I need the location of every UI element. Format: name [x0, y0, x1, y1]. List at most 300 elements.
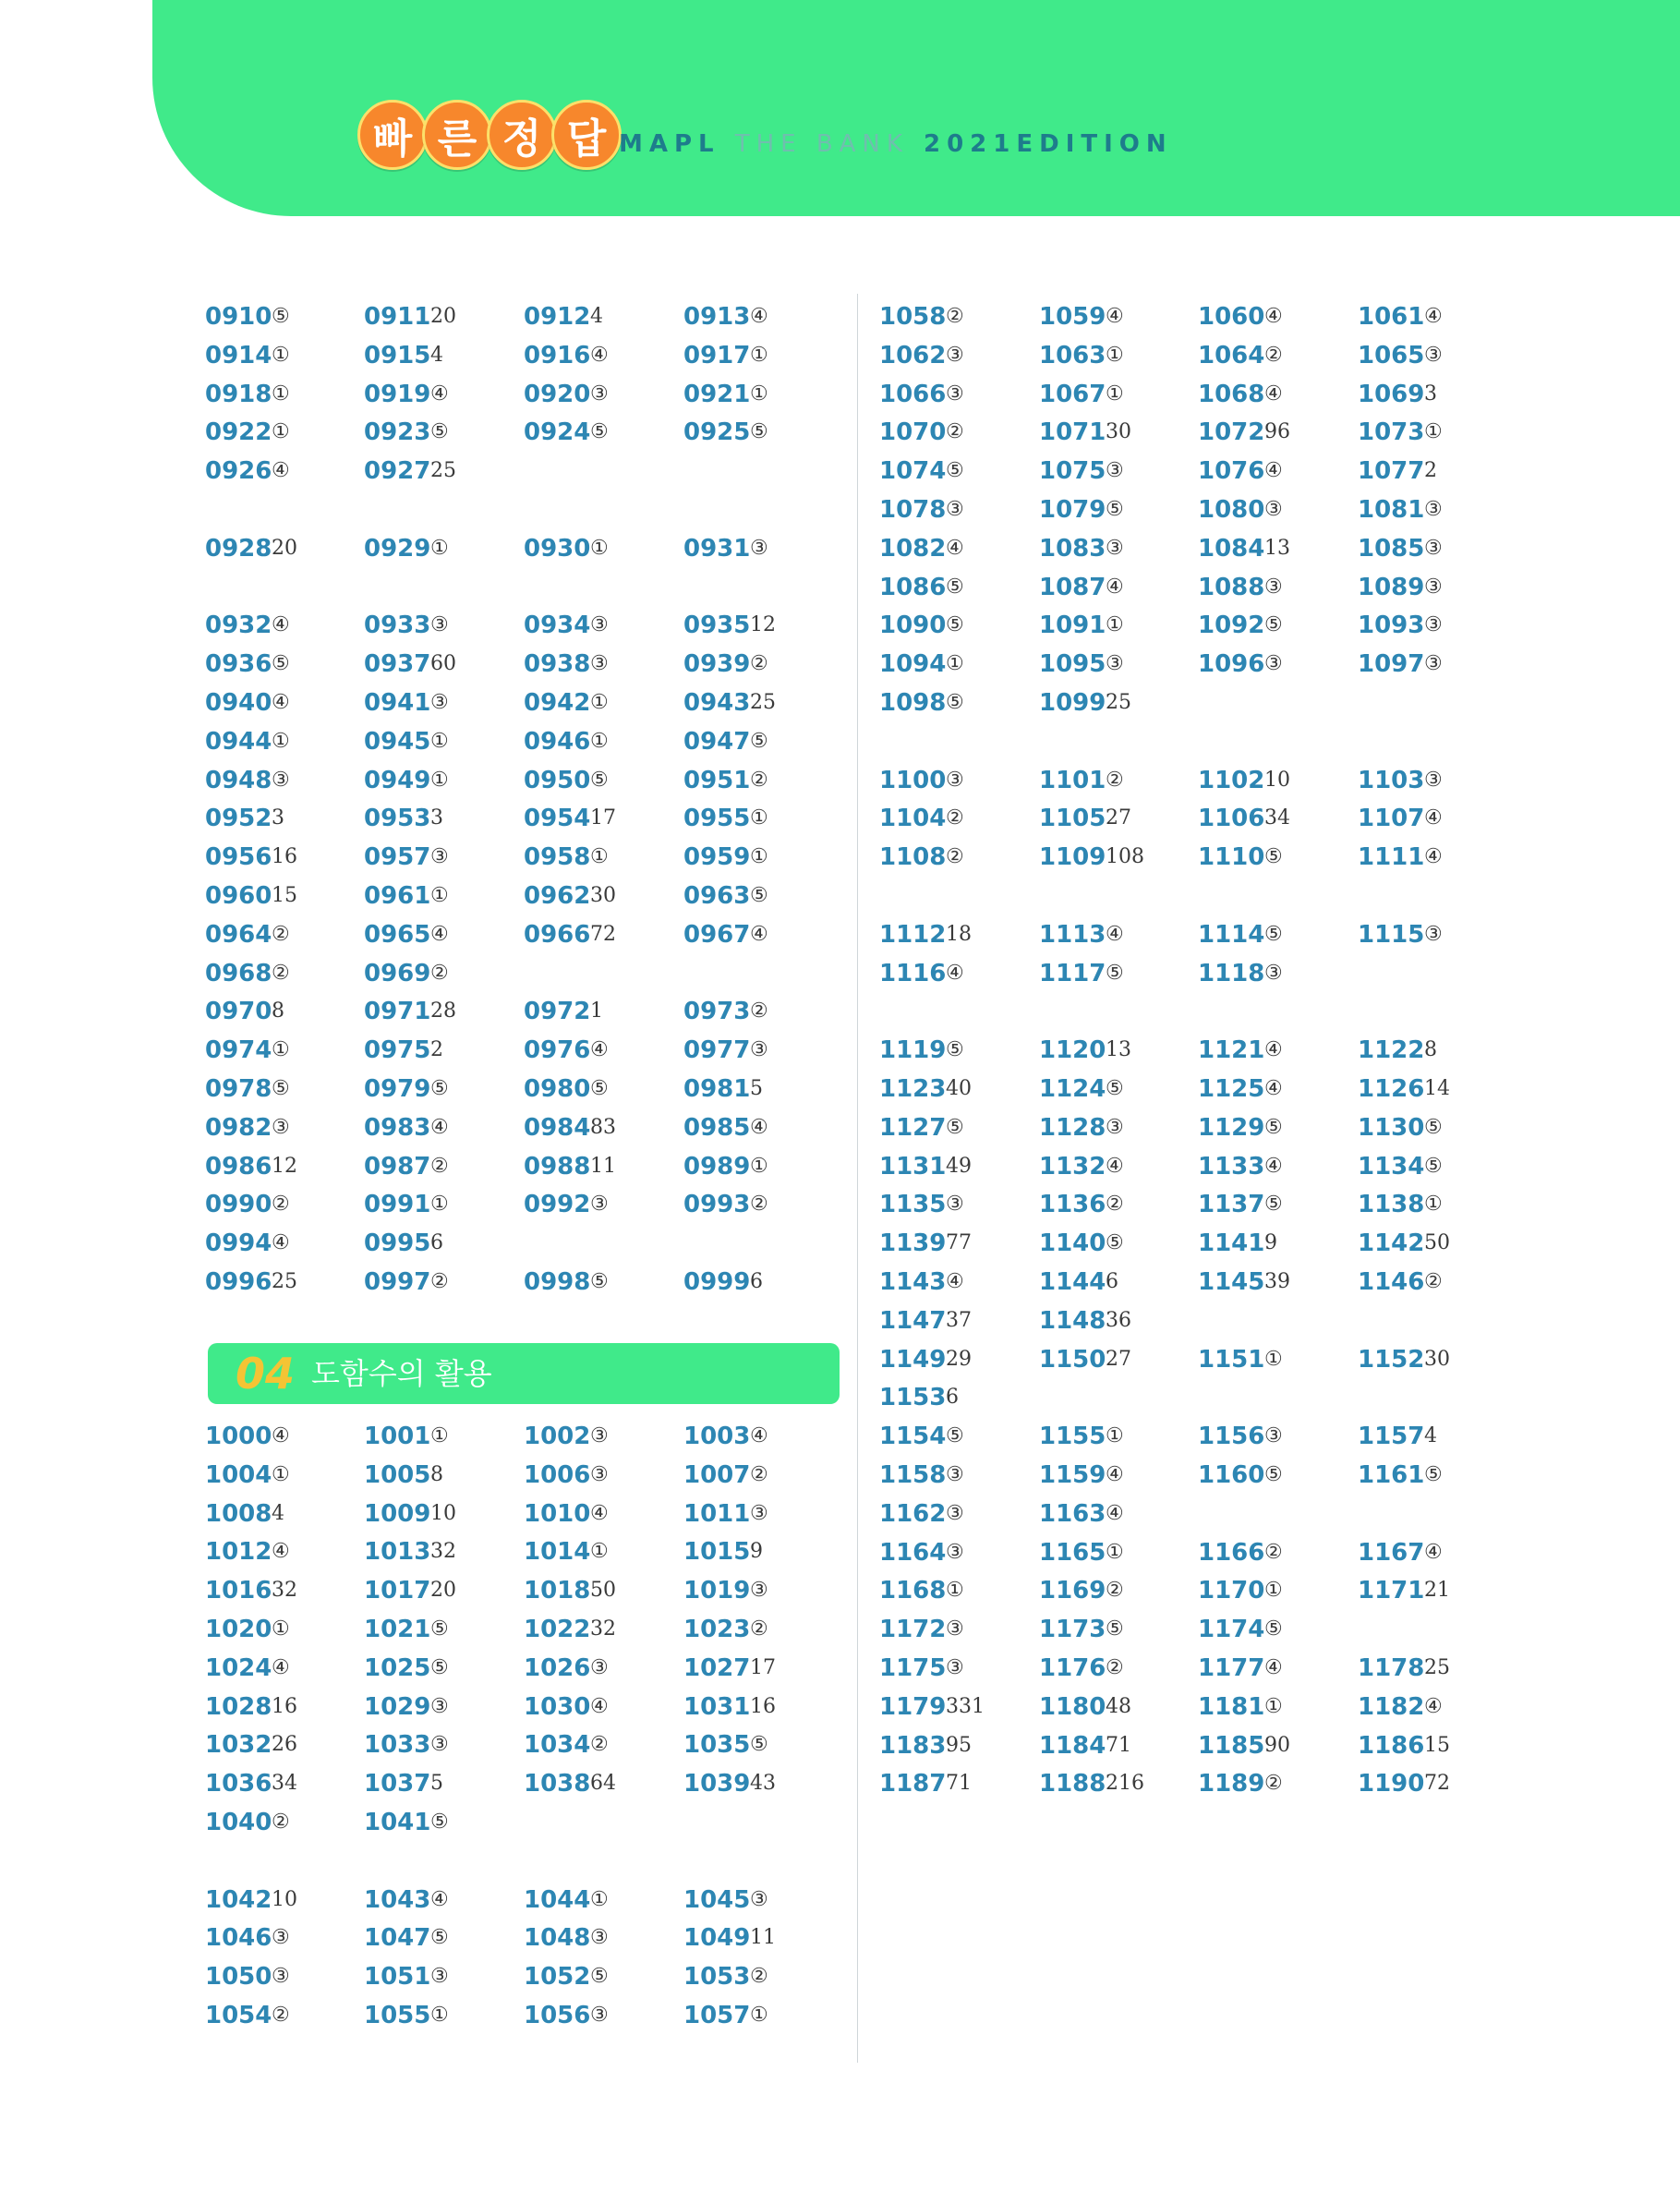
answer-entry: [364, 1071, 449, 1108]
problem-number: 0927: [364, 457, 431, 486]
answer-entry: [879, 414, 964, 451]
problem-number: 1098: [879, 689, 947, 717]
answer-entry: [1039, 491, 1124, 528]
problem-number: 1119: [879, 1036, 947, 1065]
answer-value: 6: [1106, 1270, 1118, 1293]
problem-number: 1176: [1039, 1654, 1106, 1682]
answer-value: 6: [750, 1270, 763, 1293]
answer-value: 5: [750, 1077, 763, 1100]
answer-value: ③: [272, 1926, 290, 1950]
problem-number: 0968: [205, 959, 272, 987]
answer-entry: [1039, 530, 1124, 567]
answer-entry: [1358, 1457, 1443, 1494]
answer-entry: [1198, 1109, 1283, 1146]
answer-value: ③: [430, 691, 449, 714]
answer-entry: [1198, 1611, 1283, 1648]
answer-value: ⑤: [430, 1617, 449, 1641]
answer-value: 4: [272, 1501, 284, 1525]
answer-value: ③: [590, 613, 609, 637]
problem-number: 0997: [364, 1268, 431, 1296]
answer-entry: [683, 337, 768, 374]
answer-entry: [879, 1496, 964, 1532]
problem-number: 0981: [683, 1075, 751, 1103]
answer-value: ③: [1424, 343, 1443, 367]
answer-entry: [1198, 1264, 1290, 1301]
answer-value: ②: [1106, 1193, 1124, 1217]
problem-number: 0913: [683, 303, 751, 331]
answer-value: 10: [430, 1501, 456, 1525]
problem-number: 1081: [1358, 496, 1425, 524]
answer-value: ⑤: [1106, 961, 1124, 985]
answer-entry: [205, 993, 284, 1030]
problem-number: 1167: [1358, 1538, 1425, 1567]
answer-entry: [1198, 569, 1283, 606]
problem-number: 0959: [683, 843, 751, 872]
answer-value: ③: [1264, 652, 1283, 676]
answer-entry: [205, 1418, 290, 1455]
problem-number: 0949: [364, 766, 431, 794]
problem-number: 1015: [683, 1538, 751, 1567]
answer-value: ⑤: [430, 1655, 449, 1679]
answer-value: ④: [590, 1694, 609, 1718]
problem-number: 0918: [205, 380, 272, 408]
problem-number: 1142: [1358, 1229, 1425, 1258]
problem-number: 1121: [1198, 1036, 1265, 1065]
problem-number: 1101: [1039, 766, 1106, 794]
answer-value: 108: [1106, 845, 1144, 869]
answer-entry: [205, 955, 290, 992]
answer-value: 48: [1106, 1694, 1131, 1718]
answer-value: 8: [1424, 1038, 1437, 1062]
problem-number: 1069: [1358, 380, 1425, 408]
problem-number: 1156: [1198, 1423, 1265, 1451]
answer-value: 2: [430, 1038, 443, 1062]
answer-entry: [879, 491, 964, 528]
problem-number: 1166: [1198, 1538, 1265, 1567]
problem-number: 1158: [879, 1461, 947, 1489]
answer-value: ⑤: [430, 1077, 449, 1100]
answer-entry: [1039, 955, 1124, 992]
problem-number: 1186: [1358, 1731, 1425, 1760]
problem-number: 1146: [1358, 1268, 1425, 1296]
answer-value: 2: [1424, 459, 1437, 483]
brand-title: [619, 130, 1173, 158]
answer-value: ③: [1424, 922, 1443, 946]
answer-entry: [683, 1457, 768, 1494]
problem-number: 1071: [1039, 418, 1106, 447]
answer-entry: [205, 1496, 284, 1532]
problem-number: 1020: [205, 1616, 272, 1643]
answer-value: ④: [430, 1115, 449, 1139]
answer-value: ④: [1264, 381, 1283, 406]
answer-entry: [879, 1032, 964, 1069]
answer-entry: [879, 1109, 964, 1146]
answer-entry: [1358, 1148, 1443, 1185]
answer-entry: [683, 1186, 768, 1223]
answer-entry: [205, 916, 290, 953]
answer-entry: [683, 762, 768, 799]
answer-value: ③: [1424, 575, 1443, 599]
problem-number: 1068: [1198, 380, 1265, 408]
answer-entry: [879, 762, 964, 799]
answer-value: ⑤: [272, 652, 290, 676]
answer-value: 30: [1424, 1347, 1450, 1371]
answer-value: ⑤: [946, 1038, 964, 1062]
answer-value: 10: [272, 1887, 297, 1911]
problem-number: 0926: [205, 457, 272, 486]
answer-value: ③: [946, 1540, 964, 1564]
answer-value: ②: [430, 961, 449, 985]
problem-number: 1182: [1358, 1692, 1425, 1721]
answer-entry: [205, 1726, 297, 1763]
answer-value: 40: [946, 1077, 972, 1100]
answer-entry: [1198, 298, 1283, 335]
answer-value: 36: [1106, 1308, 1131, 1332]
answer-value: ④: [1424, 305, 1443, 328]
answer-value: 16: [272, 1694, 297, 1718]
answer-entry: [524, 1689, 609, 1726]
answer-entry: [364, 1650, 449, 1687]
answer-value: ①: [750, 845, 768, 869]
answer-value: ③: [590, 1462, 609, 1486]
problem-number: 1145: [1198, 1268, 1265, 1296]
problem-number: 1070: [879, 418, 947, 447]
problem-number: 1131: [879, 1152, 947, 1181]
answer-value: ③: [272, 1965, 290, 1989]
problem-number: 1057: [683, 2002, 751, 2029]
answer-entry: [683, 1533, 763, 1570]
answer-value: ④: [272, 613, 290, 637]
problem-number: 1014: [524, 1538, 591, 1567]
answer-value: 10: [1264, 768, 1290, 792]
answer-value: ③: [590, 1193, 609, 1217]
answer-value: ①: [272, 420, 290, 444]
answer-value: 27: [1106, 806, 1131, 830]
problem-number: 0947: [683, 727, 751, 756]
answer-value: 77: [946, 1231, 972, 1255]
answer-entry: [364, 878, 449, 914]
problem-number: 1168: [879, 1577, 947, 1605]
problem-number: 1018: [524, 1577, 591, 1605]
answer-entry: [205, 684, 290, 721]
problem-number: 0941: [364, 689, 431, 717]
answer-value: ④: [750, 1115, 768, 1139]
answer-value: ①: [430, 884, 449, 907]
answer-entry: [1358, 1071, 1450, 1108]
answer-value: ③: [946, 1463, 964, 1486]
problem-number: 1180: [1039, 1692, 1106, 1721]
answer-entry: [879, 1071, 972, 1108]
answer-value: 32: [430, 1540, 456, 1564]
answer-entry: [879, 1302, 972, 1339]
problem-number: 1102: [1198, 766, 1265, 794]
answer-entry: [1358, 1109, 1443, 1146]
answer-entry: [1358, 337, 1443, 374]
answer-value: 83: [590, 1115, 616, 1139]
answer-entry: [683, 1689, 776, 1726]
answer-value: ①: [590, 1887, 609, 1911]
answer-entry: [683, 1650, 776, 1687]
answer-value: ⑤: [1106, 1231, 1124, 1255]
answer-entry: [1358, 1225, 1450, 1262]
answer-entry: [205, 607, 290, 644]
problem-number: 1086: [879, 573, 947, 601]
answer-value: ④: [272, 691, 290, 714]
problem-number: 1128: [1039, 1113, 1106, 1142]
answer-value: ③: [1264, 498, 1283, 521]
answer-entry: [1039, 1302, 1131, 1339]
answer-entry: [205, 1765, 297, 1802]
answer-entry: [364, 1611, 449, 1648]
problem-number: 0970: [205, 998, 272, 1026]
problem-number: 0910: [205, 303, 272, 331]
problem-number: 1099: [1039, 689, 1106, 717]
answer-entry: [683, 1765, 776, 1802]
answer-value: ④: [1264, 1038, 1283, 1062]
answer-value: 13: [1264, 536, 1290, 560]
problem-number: 0972: [524, 998, 591, 1026]
problem-number: 0929: [364, 534, 431, 563]
problem-number: 1122: [1358, 1036, 1425, 1065]
problem-number: 1060: [1198, 303, 1265, 331]
answer-entry: [683, 1958, 768, 1995]
answer-entry: [205, 723, 290, 760]
answer-value: ③: [430, 1733, 449, 1757]
answer-entry: [683, 1148, 768, 1185]
problem-number: 1185: [1198, 1731, 1265, 1760]
answer-entry: [1039, 1418, 1124, 1455]
problem-number: 0944: [205, 727, 272, 756]
problem-number: 0924: [524, 418, 591, 447]
answer-value: 20: [272, 536, 297, 560]
answer-entry: [1039, 1689, 1131, 1726]
problem-number: 1000: [205, 1423, 272, 1450]
answer-entry: [1198, 916, 1283, 953]
answer-entry: [683, 993, 768, 1030]
answer-value: ③: [1264, 1424, 1283, 1448]
problem-number: 1091: [1039, 612, 1106, 640]
answer-entry: [364, 1804, 449, 1841]
problem-number: 1084: [1198, 534, 1265, 563]
answer-value: ⑤: [1264, 1617, 1283, 1641]
answer-value: ②: [750, 1617, 768, 1641]
answer-value: 26: [272, 1733, 297, 1757]
answer-value: ③: [430, 1965, 449, 1989]
answer-value: ④: [1106, 922, 1124, 946]
answer-value: ⑤: [430, 420, 449, 444]
answer-entry: [1198, 1650, 1283, 1687]
problem-number: 0995: [364, 1229, 431, 1258]
answer-value: ②: [1106, 768, 1124, 792]
answer-entry: [1039, 1032, 1131, 1069]
problem-number: 0932: [205, 612, 272, 640]
answer-entry: [879, 916, 972, 953]
problem-number: 0938: [524, 650, 591, 679]
answer-value: ①: [430, 536, 449, 560]
answer-value: ③: [750, 1579, 768, 1603]
answer-entry: [205, 1958, 290, 1995]
answer-value: ⑤: [590, 1965, 609, 1989]
answer-value: ④: [1264, 1077, 1283, 1100]
answer-value: 30: [590, 884, 616, 907]
answer-value: 72: [590, 922, 616, 946]
problem-number: 1045: [683, 1885, 751, 1914]
section-title: 도함수의 활용: [311, 1356, 492, 1391]
answer-entry: [683, 530, 768, 567]
answer-value: ③: [750, 1038, 768, 1062]
answer-entry: [205, 1225, 290, 1262]
problem-number: 1092: [1198, 612, 1265, 640]
answer-value: ①: [946, 1579, 964, 1603]
answer-value: ②: [430, 1154, 449, 1178]
problem-number: 1174: [1198, 1616, 1265, 1644]
problem-number: 1110: [1198, 843, 1265, 872]
problem-number: 1048: [524, 1924, 591, 1953]
answer-value: ②: [946, 806, 964, 830]
problem-number: 1179: [879, 1692, 947, 1721]
problem-number: 1080: [1198, 496, 1265, 524]
problem-number: 1133: [1198, 1152, 1265, 1181]
answer-value: ⑤: [430, 1926, 449, 1950]
answer-value: 16: [272, 845, 297, 869]
answer-value: 25: [1106, 691, 1131, 714]
problem-number: 1025: [364, 1653, 431, 1682]
answer-entry: [524, 1186, 609, 1223]
answer-entry: [1358, 646, 1443, 683]
answer-entry: [1039, 607, 1124, 644]
problem-number: 1162: [879, 1499, 947, 1528]
answer-entry: [364, 1919, 449, 1956]
answer-value: ④: [946, 1270, 964, 1293]
column-divider: [857, 294, 858, 2063]
answer-value: ③: [946, 768, 964, 792]
problem-number: 0990: [205, 1191, 272, 1219]
answer-entry: [879, 839, 964, 876]
answer-value: 96: [1264, 420, 1290, 444]
answer-value: ⑤: [1424, 1154, 1443, 1178]
answer-entry: [683, 684, 776, 721]
answer-value: ③: [1424, 536, 1443, 560]
answer-entry: [364, 723, 449, 760]
problem-number: 1037: [364, 1770, 431, 1798]
answer-entry: [524, 762, 609, 799]
problem-number: 1072: [1198, 418, 1265, 447]
problem-number: 0988: [524, 1152, 591, 1181]
answer-value: 18: [946, 922, 972, 946]
answer-entry: [1358, 453, 1437, 490]
problem-number: 1008: [205, 1499, 272, 1528]
answer-value: ③: [1106, 536, 1124, 560]
problem-number: 1023: [683, 1616, 751, 1643]
problem-number: 1136: [1039, 1191, 1106, 1219]
answer-value: ⑤: [590, 420, 609, 444]
answer-value: ③: [430, 845, 449, 869]
problem-number: 1024: [205, 1653, 272, 1682]
answer-entry: [364, 1148, 449, 1185]
answer-entry: [524, 376, 609, 413]
answer-value: ④: [1424, 1694, 1443, 1718]
answer-value: ③: [1424, 768, 1443, 792]
answer-value: ④: [590, 343, 609, 367]
problem-number: 1160: [1198, 1461, 1265, 1489]
problem-number: 1132: [1039, 1152, 1106, 1181]
problem-number: 1028: [205, 1692, 272, 1721]
problem-number: 0987: [364, 1152, 431, 1181]
answer-value: ⑤: [1264, 922, 1283, 946]
problem-number: 1002: [524, 1423, 591, 1450]
answer-entry: [1198, 453, 1283, 490]
answer-value: 3: [1424, 381, 1437, 406]
answer-value: ②: [1264, 1540, 1283, 1564]
problem-number: 1052: [524, 1963, 591, 1992]
problem-number: 0967: [683, 920, 751, 949]
answer-value: 34: [272, 1772, 297, 1796]
answer-entry: [1358, 1534, 1443, 1571]
answer-value: ①: [430, 2004, 449, 2027]
answer-entry: [524, 1071, 609, 1108]
answer-value: ③: [1264, 961, 1283, 985]
answer-entry: [879, 337, 964, 374]
answer-entry: [1358, 530, 1443, 567]
problem-number: 0912: [524, 303, 591, 331]
answer-value: 216: [1106, 1772, 1144, 1796]
problem-number: 1035: [683, 1731, 751, 1760]
answer-entry: [205, 1572, 297, 1609]
answer-entry: [683, 1264, 763, 1301]
answer-entry: [1358, 569, 1443, 606]
answer-value: ④: [1106, 305, 1124, 328]
problem-number: 0992: [524, 1191, 591, 1219]
answer-entry: [524, 607, 609, 644]
answer-value: 6: [946, 1386, 959, 1410]
answer-entry: [524, 1650, 609, 1687]
answer-value: ②: [272, 1810, 290, 1834]
problem-number: 0960: [205, 882, 272, 910]
answer-entry: [683, 1418, 768, 1455]
answer-entry: [683, 1032, 768, 1069]
brand-part-mapl: MAPL: [619, 130, 720, 158]
answer-value: ⑤: [1264, 613, 1283, 637]
answer-value: 49: [946, 1154, 972, 1178]
problem-number: 1089: [1358, 573, 1425, 601]
problem-number: 1175: [879, 1654, 947, 1682]
answer-entry: [364, 1572, 456, 1609]
answer-value: ①: [272, 1617, 290, 1641]
answer-entry: [1039, 1496, 1124, 1532]
answer-entry: [1358, 298, 1443, 335]
problem-number: 0998: [524, 1268, 591, 1296]
problem-number: 0953: [364, 805, 431, 833]
problem-number: 1127: [879, 1113, 947, 1142]
answer-value: 28: [430, 999, 456, 1023]
answer-entry: [683, 1572, 768, 1609]
problem-number: 1108: [879, 843, 947, 872]
problem-number: 0982: [205, 1113, 272, 1142]
answer-value: 43: [750, 1772, 776, 1796]
answer-value: ②: [272, 961, 290, 985]
answer-entry: [1358, 1727, 1450, 1764]
problem-number: 0939: [683, 650, 751, 679]
problem-number: 1135: [879, 1191, 947, 1219]
problem-number: 1038: [524, 1770, 591, 1798]
problem-number: 1027: [683, 1653, 751, 1682]
answer-entry: [683, 1919, 776, 1956]
answer-value: 27: [1106, 1347, 1131, 1371]
answer-value: 8: [272, 999, 284, 1023]
answer-value: 30: [1106, 420, 1131, 444]
answer-value: 25: [1424, 1656, 1450, 1679]
answer-value: 71: [946, 1772, 972, 1796]
